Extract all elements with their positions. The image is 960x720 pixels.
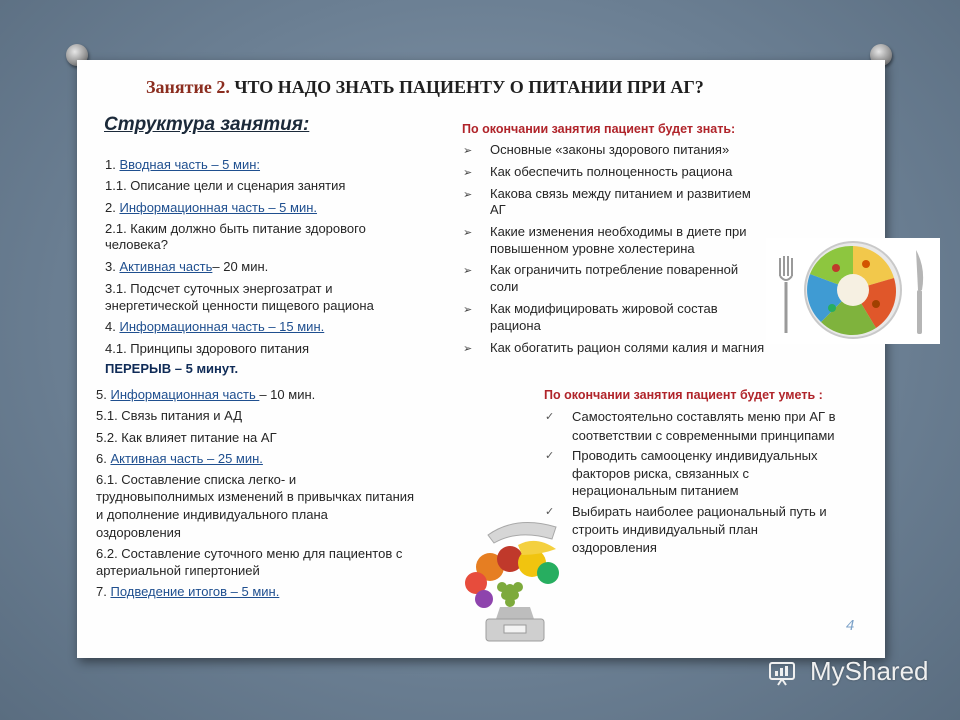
food-plate-image [766,238,940,344]
watermark-text: MyShared [810,656,929,686]
structure-item: 7. Подведение итогов – 5 мин. [96,584,280,599]
watermark-presentation-icon [768,660,798,686]
know-item: Какие изменения необходимы в диете при [490,224,747,239]
slide-title [146,77,866,98]
structure-item: 3. Активная часть– 20 мин. [105,259,269,274]
checkmark-icon: ✓ [545,411,555,423]
structure-link[interactable]: Информационная часть [110,387,260,402]
can-item: нерациональным питанием [572,483,739,498]
know-item: соли [490,279,519,294]
structure-item: артериальной гипертонией [96,563,260,578]
know-item: рациона [490,318,541,333]
can-item: факторов риска, связанных с [572,466,749,481]
can-heading: По окончании занятия пациент будет уметь : [544,388,823,402]
structure-item: 2.1. Каким должно быть питание здорового [105,221,366,236]
page-number: 4 [846,617,855,634]
structure-item: 5.1. Связь питания и АД [96,408,243,423]
structure-link[interactable]: Информационная часть – 15 мин. [119,319,325,334]
structure-link[interactable]: Подведение итогов – 5 мин. [110,584,280,599]
know-item: Основные «законы здорового питания» [490,142,730,157]
structure-link[interactable]: Активная часть [119,259,213,274]
break-label: ПЕРЕРЫВ – 5 минут. [105,361,239,376]
scale-with-fruit-image [460,515,572,645]
structure-item: 5. Информационная часть – 10 мин. [96,387,316,402]
structure-link[interactable]: Информационная часть – 5 мин. [119,200,318,215]
arrow-bullet-icon: ➢ [463,343,473,355]
know-item: Как ограничить потребление поваренной [490,262,739,277]
title-prefix: Занятие 2. [146,77,230,97]
arrow-bullet-icon: ➢ [463,304,473,316]
title-main: ЧТО НАДО ЗНАТЬ ПАЦИЕНТУ О ПИТАНИИ ПРИ АГ? [229,77,704,97]
know-item: Как обеспечить полноценность рациона [490,164,733,179]
know-item: повышенном уровне холестерина [490,241,695,256]
can-item: строить индивидуальный план [572,522,758,537]
structure-item: 6. Активная часть – 25 мин. [96,451,263,466]
structure-item: 6.1. Составление списка легко- и [96,472,297,487]
structure-item: 4. Информационная часть – 15 мин. [105,319,325,334]
structure-item: 5.2. Как влияет питание на АГ [96,430,277,445]
structure-item: 3.1. Подсчет суточных энергозатрат и [105,281,333,296]
know-item: Как модифицировать жировой состав [490,301,718,316]
structure-heading: Структура занятия: [104,114,310,135]
arrow-bullet-icon: ➢ [463,265,473,277]
arrow-bullet-icon: ➢ [463,227,473,239]
know-item: Как обогатить рацион солями калия и магния [490,340,765,355]
know-item: АГ [490,202,506,217]
structure-item: энергетической ценности пищевого рациона [105,298,374,313]
can-item: Проводить самооценку индивидуальных [572,448,818,463]
structure-item: 1.1. Описание цели и сценария занятия [105,178,346,193]
checkmark-icon: ✓ [545,450,555,462]
can-item: Самостоятельно составлять меню при АГ в [572,409,836,424]
know-item: Какова связь между питанием и развитием [490,186,751,201]
structure-item: 2. Информационная часть – 5 мин. [105,200,318,215]
know-heading: По окончании занятия пациент будет знать: [462,122,736,136]
structure-item: 4.1. Принципы здорового питания [105,341,310,356]
arrow-bullet-icon: ➢ [463,145,473,157]
structure-item: и дополнение индивидуального плана [96,507,328,522]
can-item: Выбирать наиболее рациональный путь и [572,504,827,519]
structure-item: человека? [105,237,168,252]
can-item: оздоровления [572,540,657,555]
arrow-bullet-icon: ➢ [463,167,473,179]
structure-link[interactable]: Активная часть – 25 мин. [110,451,263,466]
structure-item: 6.2. Составление суточного меню для пациентов с [96,546,403,561]
structure-item: 1. Вводная часть – 5 мин: [105,157,261,172]
checkmark-icon: ✓ [545,506,555,518]
can-item: соответствии с современными принципами [572,428,835,443]
structure-item: оздоровления [96,525,181,540]
arrow-bullet-icon: ➢ [463,189,473,201]
structure-link[interactable]: Вводная часть – 5 мин: [119,157,261,172]
structure-item: трудновыполнимых изменений в привычках питания [96,489,415,504]
